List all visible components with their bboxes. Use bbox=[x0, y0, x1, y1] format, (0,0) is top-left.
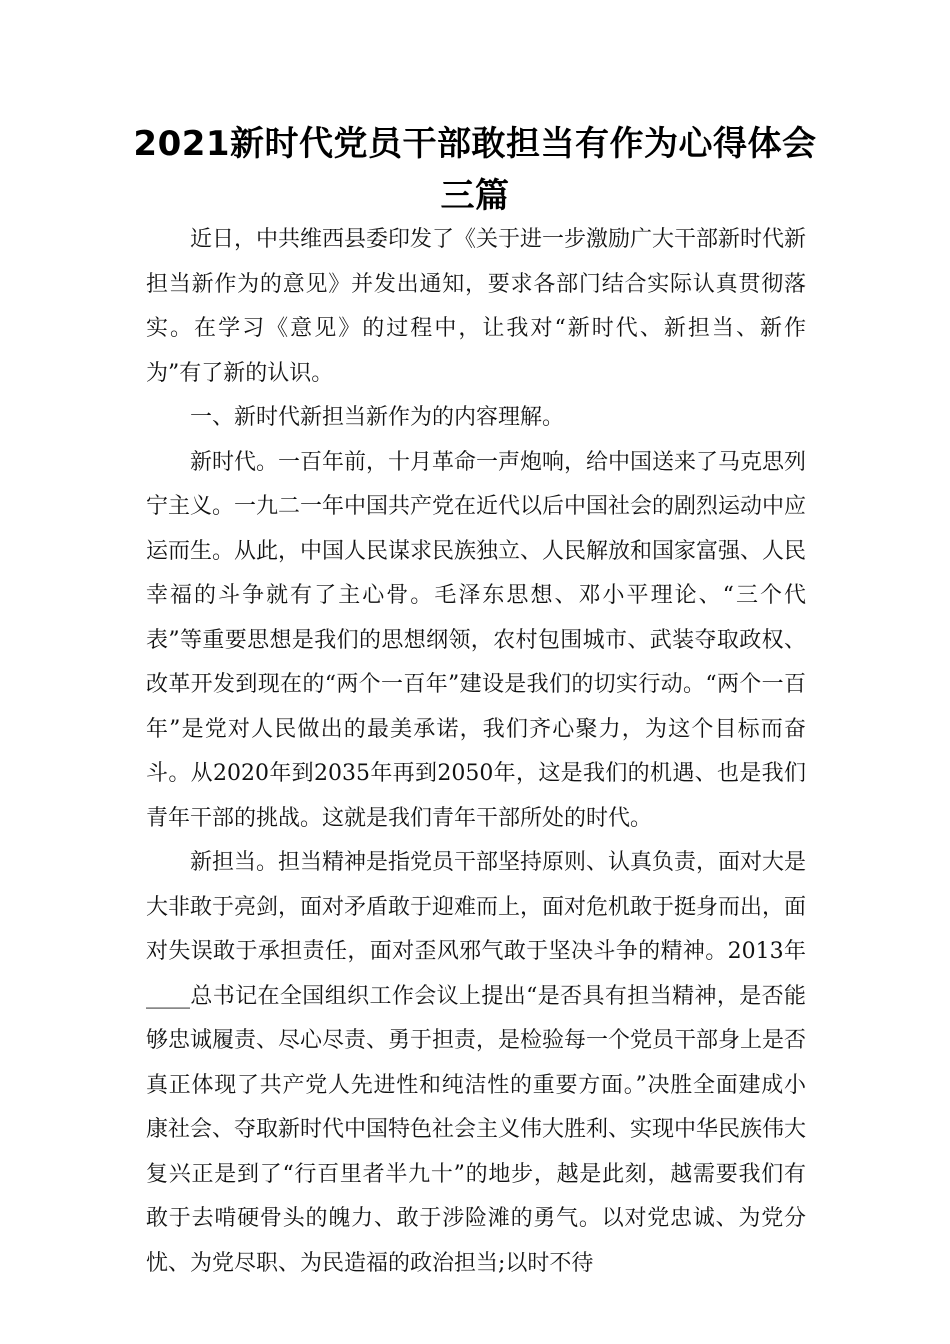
section-heading: 一、新时代新担当新作为的内容理解。 bbox=[190, 405, 565, 430]
paragraph-new-responsibility: 新担当。担当精神是指党员干部坚持原则、认真负责，面对大是大非敢于亮剑，面对矛盾敢于迎难而上，面对危机敢于挺身而出，面对失误敢于承担责任，面对歪风邪气敢于坚决斗争的精神。2013年____总书记在全国组织工作会议上提出“是否具有担当精神，是否能够忠诚履责、尽心尽责、勇于担责，是检验每一个党员干部身上是否真正体现了共产党人先进性和纯洁性的重要方面。”决胜全面建成小康社会、夺取新时代中国特色社会主义伟大胜利、实现中华民族伟大复兴正是到了“行百里者半九十”的地步，越是此刻，越需要我们有敢于去啃硬骨头的魄力、敢于涉险滩的勇气。以对党忠诚、为党分忧、为党尽职、为民造福的政治担当;以时不待 bbox=[146, 850, 807, 1276]
paragraph-intro: 近日，中共维西县委印发了《关于进一步激励广大干部新时代新担当新作为的意见》并发出通知，要求各部门结合实际认真贯彻落实。在学习《意见》的过程中，让我对“新时代、新担当、新作为”有了新的认识。 bbox=[146, 227, 807, 386]
paragraph-new-era: 新时代。一百年前，十月革命一声炮响，给中国送来了马克思列宁主义。一九二一年中国共产党在近代以后中国社会的剧烈运动中应运而生。从此，中国人民谋求民族独立、人民解放和国家富强、人民幸福的斗争就有了主心骨。毛泽东思想、邓小平理论、“三个代表”等重要思想是我们的思想纲领，农村包围城市、武装夺取政权、改革开发到现在的“两个一百年”建设是我们的切实行动。“两个一百年”是党对人民做出的最美承诺，我们齐心聚力，为这个目标而奋斗。从2020年到2035年再到2050年，这是我们的机遇、也是我们青年干部的挑战。这就是我们青年干部所处的时代。 bbox=[146, 449, 807, 831]
document-title: 2021新时代党员干部敢担当有作为心得体会三篇 bbox=[133, 124, 817, 216]
document-body bbox=[146, 218, 806, 1286]
